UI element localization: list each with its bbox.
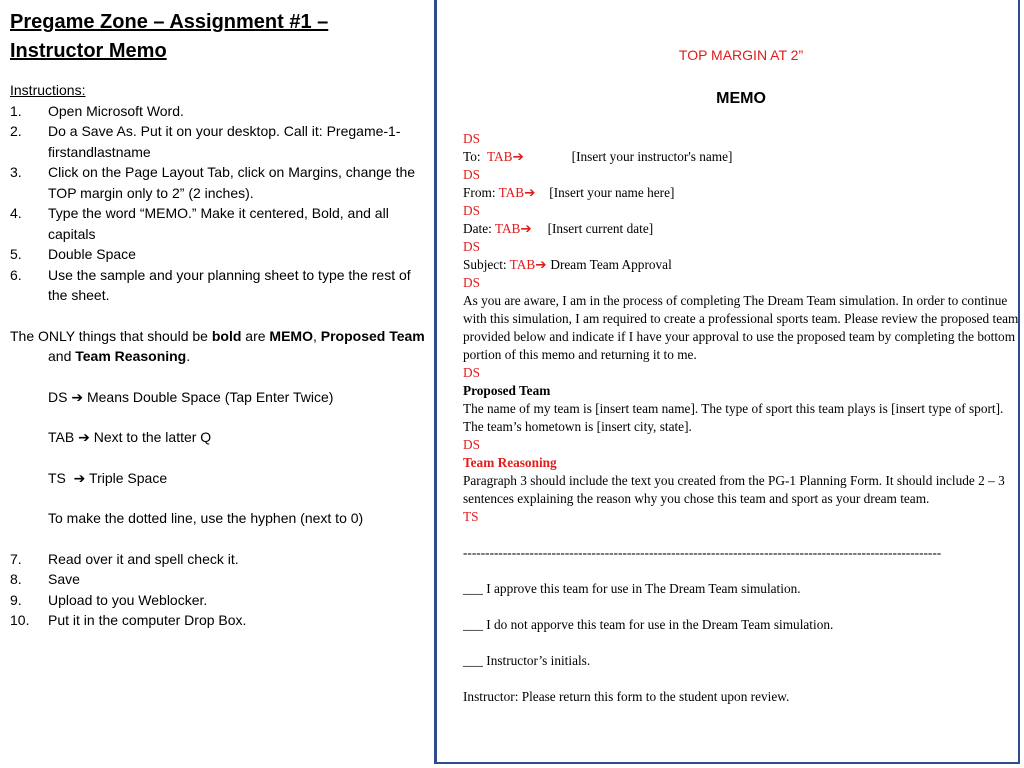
bold-note-bold-word: bold <box>211 327 242 344</box>
step-text: Save <box>48 571 80 587</box>
to-value: [Insert your instructor's name] <box>571 149 733 164</box>
bold-note <box>10 326 428 367</box>
memo-paragraph-1: As you are aware, I am in the process of completing The Dream Team simulation. In order to continue with this simulation, I am required to create a professional sports team. Please review the proposed team provided below and indicate if I have your approval to use the proposed team by completing the bottom portion of this memo and returning it to me. <box>463 293 1019 362</box>
bold-note-comma: , <box>312 327 321 344</box>
step-number: 7. <box>10 550 22 567</box>
ds-note <box>10 387 428 408</box>
tab-note <box>10 427 428 448</box>
step-number: 4. <box>10 205 22 221</box>
ts-note-label: TS <box>48 469 74 486</box>
tab-marker: TAB <box>509 257 536 272</box>
step-number: 1. <box>10 102 22 119</box>
step-number: 10. <box>10 612 30 628</box>
ds-marker: DS <box>463 239 480 254</box>
to-line <box>463 148 1019 166</box>
step-number: 5. <box>10 246 22 262</box>
title-line-2: Instructor Memo <box>10 40 167 62</box>
step-text: Upload to you Weblocker. <box>48 591 208 608</box>
date-line <box>463 220 1019 238</box>
right-arrow-icon: ➔ <box>71 388 84 405</box>
right-arrow-icon: ➔ <box>73 469 86 486</box>
closing-line: Instructor: Please return this form to the student upon review. <box>463 689 790 704</box>
list-item <box>10 590 428 611</box>
date-value: [Insert current date] <box>547 221 654 236</box>
list-item <box>10 265 428 306</box>
bold-note-are: are <box>241 327 270 344</box>
tab-note-label: TAB <box>48 429 79 445</box>
list-item <box>10 244 428 265</box>
to-label: To: <box>463 149 487 164</box>
dotted-line-note: To make the dotted line, use the hyphen (next to 0) <box>48 510 364 526</box>
step-number: 2. <box>10 123 22 139</box>
tab-marker: TAB <box>498 185 525 200</box>
bold-note-reasoning: Team Reasoning <box>75 348 187 364</box>
instructions-panel <box>10 8 428 631</box>
step-text: Open Microsoft Word. <box>48 102 184 119</box>
list-item <box>10 569 428 590</box>
right-arrow-icon: ➔ <box>78 429 90 445</box>
list-item <box>10 121 428 162</box>
bold-note-memo: MEMO <box>269 327 313 344</box>
memo-heading: MEMO <box>716 90 766 107</box>
step-text: Type the word “MEMO.” Make it centered, Bold, and all capitals <box>48 205 389 242</box>
ds-note-text: Means Double Space (Tap Enter Twice) <box>83 388 334 405</box>
tab-marker: TAB <box>486 149 513 164</box>
right-arrow-icon: ➔ <box>512 149 524 164</box>
top-margin-note: TOP MARGIN AT 2” <box>678 47 804 63</box>
bold-note-proposed: Proposed Team <box>320 327 425 344</box>
tab-note-text: Next to the latter Q <box>89 429 212 445</box>
list-item <box>10 101 428 122</box>
list-item <box>10 203 428 244</box>
from-value: [Insert your name here] <box>549 185 675 200</box>
bold-note-and: and <box>48 348 76 364</box>
title-line-1: Pregame Zone – Assignment #1 – <box>10 11 329 33</box>
list-item <box>10 162 428 203</box>
subject-value: Dream Team Approval <box>550 257 672 272</box>
team-reasoning-heading: Team Reasoning <box>463 455 557 470</box>
ts-note <box>10 468 428 489</box>
steps-list-b <box>10 549 428 631</box>
page-title <box>10 8 428 66</box>
right-arrow-icon: ➔ <box>520 221 532 236</box>
bold-note-prefix: The ONLY things that should be <box>10 327 212 344</box>
right-arrow-icon: ➔ <box>524 185 536 200</box>
memo-sample-frame <box>434 0 1020 764</box>
step-text: Use the sample and your planning sheet to type the rest of the sheet. <box>48 266 411 303</box>
from-label: From: <box>463 185 499 200</box>
right-arrow-icon: ➔ <box>535 257 547 272</box>
ds-marker: DS <box>463 365 480 380</box>
dotted-line: ------------------------------------------------------------------------------------------------------------ <box>463 545 942 560</box>
approve-line: ___ I approve this team for use in The Dream Team simulation. <box>463 581 801 596</box>
ds-marker: DS <box>463 275 480 290</box>
memo-body <box>463 130 1019 706</box>
step-text: Put it in the computer Drop Box. <box>48 612 247 628</box>
initials-line: ___ Instructor’s initials. <box>463 653 591 668</box>
ts-marker: TS <box>463 509 479 524</box>
subject-line <box>463 256 1019 274</box>
memo-paragraph-3: Paragraph 3 should include the text you created from the PG-1 Planning Form. It should include 2 – 3 sentences explaining the reason why you chose this team and sport as your dream team. <box>463 473 1005 506</box>
step-text: Read over it and spell check it. <box>48 550 239 567</box>
instructions-label: Instructions: <box>10 82 86 98</box>
date-label: Date: <box>463 221 495 236</box>
list-item <box>10 549 428 570</box>
ds-marker: DS <box>463 203 480 218</box>
step-text: Do a Save As. Put it on your desktop. Call it: Pregame-1-firstandlastname <box>48 123 401 160</box>
subject-label: Subject: <box>463 257 510 272</box>
step-text: Click on the Page Layout Tab, click on Margins, change the TOP margin only to 2” (2 inches). <box>48 164 416 201</box>
steps-list-a <box>10 101 428 306</box>
bold-note-period: . <box>186 348 191 364</box>
ds-marker: DS <box>463 167 480 182</box>
step-text: Double Space <box>48 246 136 262</box>
list-item <box>10 610 428 631</box>
memo-paragraph-2: The name of my team is [insert team name]. The type of sport this team plays is [insert type of sport]. The team’s hometown is [insert city, state]. <box>463 401 1004 434</box>
step-number: 9. <box>10 591 22 608</box>
step-number: 8. <box>10 571 22 587</box>
not-approve-line: ___ I do not apporve this team for use in the Dream Team simulation. <box>463 617 834 632</box>
tab-marker: TAB <box>494 221 521 236</box>
proposed-team-heading: Proposed Team <box>463 383 551 398</box>
from-line <box>463 184 1019 202</box>
ts-note-text: Triple Space <box>85 469 168 486</box>
step-number: 3. <box>10 164 22 180</box>
ds-marker: DS <box>463 437 480 452</box>
ds-marker: DS <box>463 131 480 146</box>
ds-note-label: DS <box>48 388 72 405</box>
step-number: 6. <box>10 266 22 283</box>
